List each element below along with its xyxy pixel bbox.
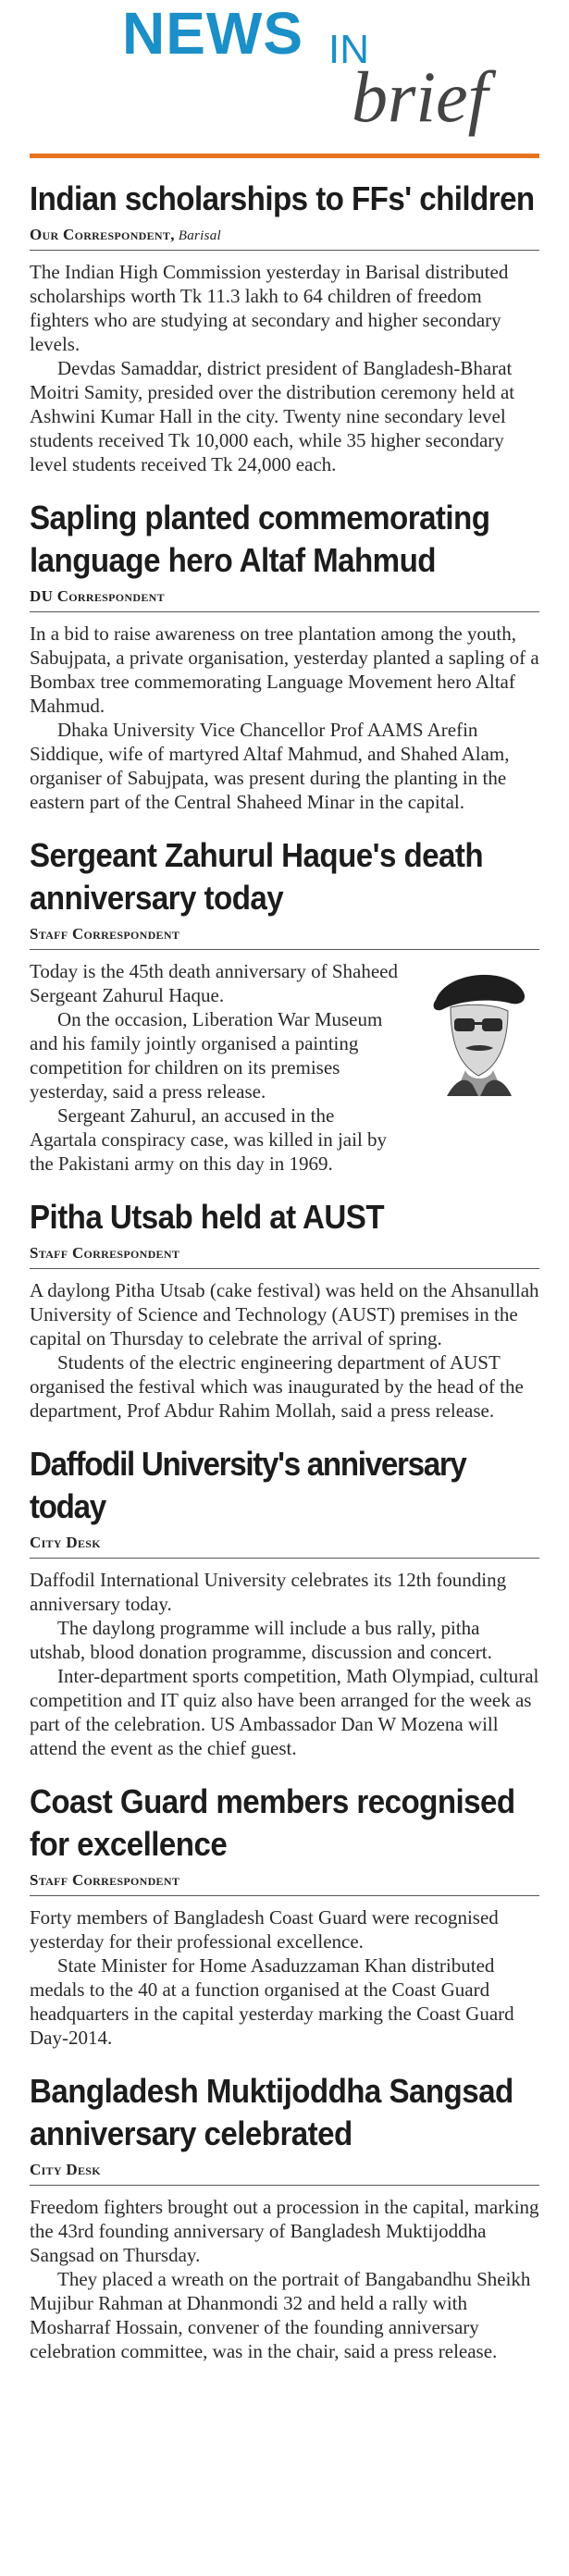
article-headline: Sergeant Zahurul Haque's death anniversary today [30, 836, 484, 917]
article-body [30, 1905, 539, 2050]
byline-author: Staff Correspondent [30, 925, 180, 943]
byline-author: City Desk [30, 2161, 101, 2178]
article-byline [30, 925, 539, 943]
article-byline [30, 1534, 539, 1552]
article-pitha-utsab [30, 1196, 539, 1423]
article-muktijoddha-sangsad [30, 2070, 539, 2363]
article-headline: Sapling planted commemorating language hero Altaf Mahmud [30, 499, 490, 579]
article-body [30, 1568, 539, 1760]
article-byline [30, 2161, 539, 2179]
article-paragraph: Students of the electric engineering department of AUST organised the festival which was inaugurated by the head of the department, Prof Abdur Rahim Mollah, said a press release. [30, 1351, 524, 1422]
masthead-in: IN [328, 27, 369, 72]
article-zahurul-haque [30, 834, 539, 1176]
article-paragraph: Forty members of Bangladesh Coast Guard were recognised yesterday for their professional excellence. [30, 1906, 499, 1953]
article-paragraph: Daffodil International University celebrates its 12th founding anniversary today. [30, 1569, 507, 1615]
article-byline [30, 1244, 539, 1263]
article-body [30, 959, 400, 1176]
article-paragraph: Freedom fighters brought out a procession in the capital, marking the 43rd founding anniversary of Bangladesh Muktijoddha Sangsad on Thursday. [30, 2196, 539, 2266]
article-paragraph: Devdas Samaddar, district president of Bangladesh-Bharat Moitri Samity, presided over the distribution ceremony held at Ashwini Kumar Hall in the city. Twenty nine secondary level students received Tk 10,000 each, while 35 higher secondary level students received Tk 24,000 each. [30, 357, 515, 475]
article-headline: Daffodil University's anniversary today [30, 1445, 466, 1525]
article-coast-guard [30, 1781, 539, 2050]
article-body-with-photo [30, 959, 539, 1176]
article-paragraph: Sergeant Zahurul, an accused in the Agartala conspiracy case, was killed in jail by the Pakistani army on this day in 1969. [30, 1104, 388, 1175]
byline-place: Barisal [178, 228, 222, 243]
article-headline: Pitha Utsab held at AUST [30, 1198, 385, 1236]
article-body [30, 260, 539, 476]
byline-author: Staff Correspondent [30, 1244, 180, 1262]
masthead-rule [30, 154, 539, 158]
article-paragraph: They placed a wreath on the portrait of Bangabandhu Sheikh Mujibur Rahman at Dhanmondi 32 and held a rally with Mosharraf Hossain, convener of the founding anniversary celebration committee, was in the chair, said a press release. [30, 2268, 531, 2362]
article-paragraph: In a bid to raise awareness on tree plantation among the youth, Sabujpata, a private organisation, yesterday planted a sapling of a Bombax tree commemorating Language Movement hero Altaf Mahmud. [30, 622, 539, 717]
article-paragraph: The Indian High Commission yesterday in Barisal distributed scholarships worth Tk 11.3 lakh to 64 children of freedom fighters who are studying at secondary and higher secondary levels. [30, 261, 509, 355]
byline-rule [30, 611, 539, 612]
article-body [30, 622, 539, 814]
byline-rule [30, 1268, 539, 1269]
article-indian-scholarships [30, 178, 539, 476]
byline-rule [30, 1558, 539, 1559]
byline-author: City Desk [30, 1534, 101, 1551]
portrait-photo [419, 963, 539, 1096]
byline-rule [30, 1895, 539, 1896]
article-paragraph: Dhaka University Vice Chancellor Prof AAMS Arefin Siddique, wife of martyred Altaf Mahmud, and Shahed Alam, organiser of Sabujpata, was present during the planting in the eastern part of the Central Shaheed Minar in the capital. [30, 719, 510, 813]
article-headline: Coast Guard members recognised for excellence [30, 1782, 515, 1863]
byline-rule [30, 949, 539, 950]
article-paragraph: The daylong programme will include a bus rally, pitha utshab, blood donation programme, discussion and concert. [30, 1617, 492, 1663]
article-byline [30, 226, 539, 244]
byline-rule [30, 250, 539, 251]
article-headline: Indian scholarships to FFs' children [30, 179, 535, 217]
byline-author: Staff Correspondent [30, 1871, 180, 1889]
article-paragraph: Today is the 45th death anniversary of Shaheed Sergeant Zahurul Haque. [30, 960, 398, 1006]
article-sapling-planted [30, 497, 539, 814]
article-paragraph: A daylong Pitha Utsab (cake festival) was held on the Ahsanullah University of Science and Technology (AUST) premises in the capital on Thursday to celebrate the arrival of spring. [30, 1279, 539, 1350]
article-daffodil-anniversary [30, 1443, 539, 1760]
article-byline [30, 1871, 539, 1890]
article-paragraph: On the occasion, Liberation War Museum and his family jointly organised a painting competition for children on its premises yesterday, said a press release. [30, 1008, 383, 1103]
masthead-news: NEWS [122, 0, 303, 67]
article-body [30, 1278, 539, 1423]
article-body [30, 2195, 539, 2363]
article-paragraph: Inter-department sports competition, Math Olympiad, cultural competition and IT quiz also have been arranged for the week as part of the celebration. US Ambassador Dan W Mozena will attend the event as the chief guest. [30, 1665, 539, 1759]
byline-rule [30, 2185, 539, 2186]
masthead [30, 0, 539, 155]
article-headline: Bangladesh Muktijoddha Sangsad anniversary celebrated [30, 2072, 513, 2152]
byline-author: Our Correspondent, [30, 226, 175, 243]
article-paragraph: State Minister for Home Asaduzzaman Khan distributed medals to the 40 at a function organised at the Coast Guard headquarters in the capital yesterday marking the Coast Guard Day-2014. [30, 1954, 514, 2049]
article-byline [30, 587, 539, 606]
masthead-brief: brief [352, 56, 489, 137]
byline-author: DU Correspondent [30, 587, 165, 605]
